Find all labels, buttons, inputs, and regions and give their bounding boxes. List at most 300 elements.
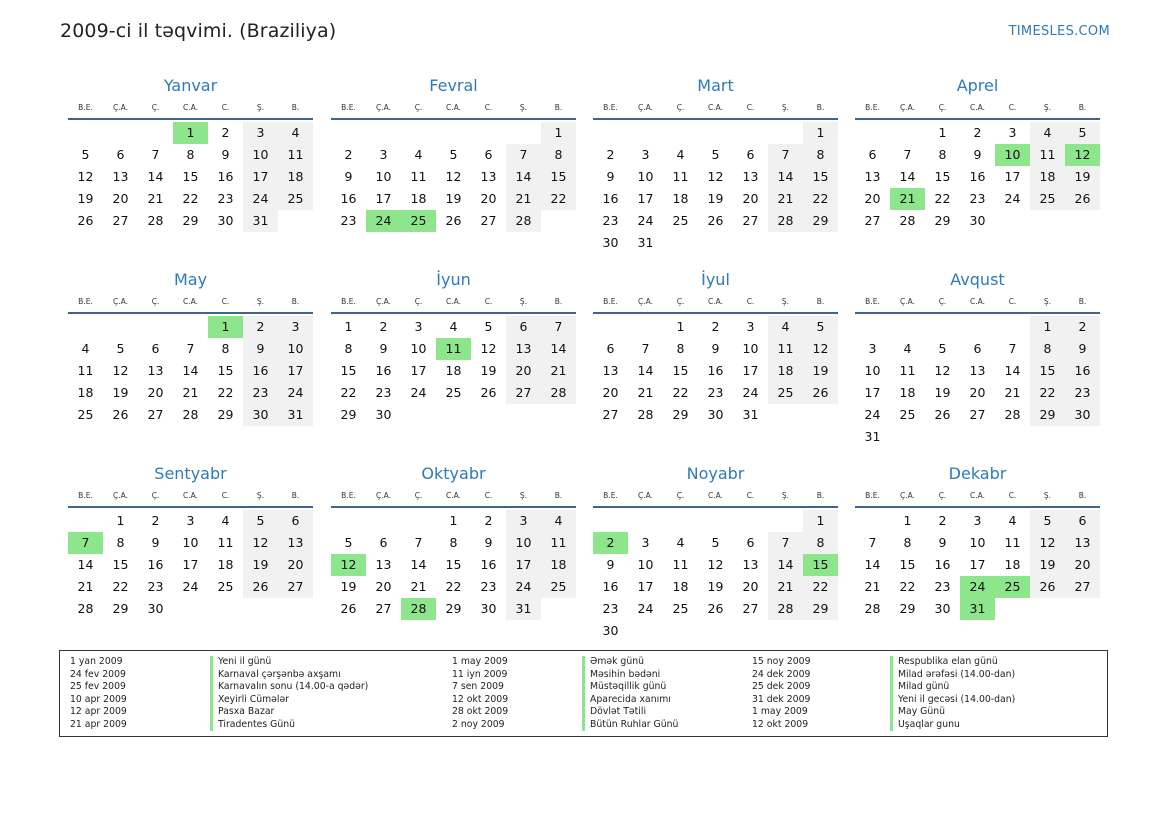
- day-cell: 2: [593, 532, 628, 554]
- weekday-label: B.: [554, 297, 563, 306]
- day-cell: 19: [77, 191, 94, 206]
- day-cell: 13: [506, 338, 541, 360]
- empty-cell: [506, 122, 541, 144]
- legend-holiday-name: Uşaqlar gunu: [890, 719, 1015, 732]
- day-cell: 22: [1030, 382, 1065, 404]
- month-11: [593, 462, 838, 642]
- day-cell: 18: [672, 579, 689, 594]
- legend-date: 25 dek 2009: [752, 681, 811, 692]
- day-cell: 22: [445, 579, 462, 594]
- day-cell: 2: [711, 319, 720, 334]
- weekday-label: Ç.A.: [637, 297, 653, 306]
- day-cell: 1: [676, 319, 685, 334]
- day-cell: 5: [484, 319, 493, 334]
- day-cell: 14: [899, 169, 916, 184]
- weekday-label: Ç.A.: [375, 297, 391, 306]
- day-cell: 10: [742, 341, 759, 356]
- day-cell: 24: [506, 576, 541, 598]
- empty-cell: [698, 122, 733, 144]
- day-cell: 24: [637, 601, 654, 616]
- weekday-label: Ç.: [938, 103, 947, 112]
- day-cell: 6: [606, 341, 615, 356]
- day-cell: 11: [672, 169, 689, 184]
- day-cell: 20: [480, 191, 497, 206]
- day-cell: 3: [506, 510, 541, 532]
- weekday-label: B.E.: [865, 491, 880, 500]
- day-cell: 1: [1030, 316, 1065, 338]
- weekday-label: Ç.: [151, 491, 160, 500]
- day-cell: 13: [602, 363, 619, 378]
- day-cell: 29: [672, 407, 689, 422]
- day-cell: 1: [541, 122, 576, 144]
- days-grid: [331, 122, 576, 232]
- day-cell: 28: [1004, 407, 1021, 422]
- month-name: Dekabr: [948, 464, 1007, 483]
- month-2: [331, 74, 576, 232]
- day-cell: 26: [707, 601, 724, 616]
- empty-cell: [768, 122, 803, 144]
- day-cell: 10: [375, 169, 392, 184]
- day-cell: 8: [449, 535, 458, 550]
- empty-cell: [103, 122, 138, 144]
- day-cell: 14: [1004, 363, 1021, 378]
- day-cell: 6: [746, 147, 755, 162]
- day-cell: 27: [375, 601, 392, 616]
- day-cell: 29: [803, 210, 838, 232]
- day-cell: 19: [445, 191, 462, 206]
- day-cell: 2: [344, 147, 353, 162]
- day-cell: 7: [506, 144, 541, 166]
- header-rule: [331, 312, 576, 314]
- day-cell: 10: [278, 338, 313, 360]
- day-cell: 1: [938, 125, 947, 140]
- day-cell: 3: [379, 147, 388, 162]
- day-cell: 11: [217, 535, 234, 550]
- weekday-label: B.E.: [603, 103, 618, 112]
- day-cell: 2: [379, 319, 388, 334]
- legend-date: 12 okt 2009: [752, 718, 809, 730]
- legend-date: 11 iyn 2009: [452, 668, 508, 680]
- day-cell: 16: [1065, 360, 1100, 382]
- day-cell: 14: [506, 166, 541, 188]
- header-rule: [593, 506, 838, 508]
- day-cell: 7: [768, 144, 803, 166]
- day-cell: 28: [899, 213, 916, 228]
- weekday-label: B.: [291, 297, 300, 306]
- day-cell: 4: [1008, 513, 1017, 528]
- weekday-label: Ç.A.: [899, 491, 915, 500]
- day-cell: 7: [641, 341, 650, 356]
- day-cell: 18: [410, 191, 427, 206]
- weekday-label: Ç.A.: [112, 491, 128, 500]
- day-cell: 4: [676, 147, 685, 162]
- day-cell: 30: [707, 407, 724, 422]
- day-cell: 14: [541, 338, 576, 360]
- legend-date: 1 may 2009: [452, 656, 508, 667]
- day-cell: 17: [742, 363, 759, 378]
- day-cell: 6: [973, 341, 982, 356]
- day-cell: 7: [414, 535, 423, 550]
- day-cell: 18: [899, 385, 916, 400]
- day-cell: 8: [1030, 338, 1065, 360]
- day-cell: 23: [934, 579, 951, 594]
- day-cell: 12: [1065, 144, 1100, 166]
- empty-cell: [890, 122, 925, 144]
- day-cell: 22: [803, 576, 838, 598]
- day-cell: 23: [969, 191, 986, 206]
- legend-date: 24 fev 2009: [70, 668, 126, 680]
- weekday-header: [593, 489, 838, 503]
- day-cell: 7: [541, 316, 576, 338]
- header-rule: [331, 506, 576, 508]
- day-cell: 4: [449, 319, 458, 334]
- weekday-header: [593, 295, 838, 309]
- day-cell: 1: [173, 122, 208, 144]
- weekday-label: C.A.: [969, 103, 985, 112]
- day-cell: 1: [116, 513, 125, 528]
- day-cell: 26: [480, 385, 497, 400]
- day-cell: 12: [480, 341, 497, 356]
- day-cell: 26: [340, 601, 357, 616]
- empty-cell: [768, 510, 803, 532]
- brand-link[interactable]: TIMESLES.COM: [1008, 24, 1110, 39]
- weekday-label: B.E.: [341, 297, 356, 306]
- day-cell: 6: [151, 341, 160, 356]
- legend-holiday-name: Məsihin bədəni: [582, 669, 678, 682]
- legend-holiday-name: Dövlət Tətili: [582, 706, 678, 719]
- day-cell: 23: [707, 385, 724, 400]
- day-cell: 1: [803, 122, 838, 144]
- day-cell: 4: [414, 147, 423, 162]
- day-cell: 9: [1065, 338, 1100, 360]
- day-cell: 8: [938, 147, 947, 162]
- empty-cell: [68, 510, 103, 532]
- day-cell: 13: [969, 363, 986, 378]
- day-cell: 12: [707, 557, 724, 572]
- day-cell: 30: [217, 213, 234, 228]
- day-cell: 25: [768, 382, 803, 404]
- day-cell: 9: [938, 535, 947, 550]
- day-cell: 10: [637, 557, 654, 572]
- legend-holiday-name: Yeni il gecəsi (14.00-dan): [890, 694, 1015, 707]
- day-cell: 22: [899, 579, 916, 594]
- day-cell: 2: [484, 513, 493, 528]
- weekday-label: B.E.: [341, 103, 356, 112]
- weekday-header: [68, 295, 313, 309]
- day-cell: 13: [278, 532, 313, 554]
- legend-date: 15 noy 2009: [752, 656, 811, 667]
- day-cell: 25: [445, 385, 462, 400]
- month-12: [855, 462, 1100, 620]
- day-cell: 29: [217, 407, 234, 422]
- day-cell: 29: [899, 601, 916, 616]
- days-grid: [855, 122, 1100, 232]
- day-cell: 27: [112, 213, 129, 228]
- day-cell: 16: [340, 191, 357, 206]
- day-cell: 19: [803, 360, 838, 382]
- day-cell: 21: [541, 360, 576, 382]
- weekday-label: C.: [484, 103, 493, 112]
- day-cell: 11: [768, 338, 803, 360]
- days-grid: [68, 510, 313, 620]
- day-cell: 15: [182, 169, 199, 184]
- header-rule: [331, 118, 576, 120]
- weekday-header: [855, 489, 1100, 503]
- month-name: Sentyabr: [154, 464, 227, 483]
- month-8: [855, 268, 1100, 448]
- day-cell: 22: [672, 385, 689, 400]
- day-cell: 14: [768, 554, 803, 576]
- month-name: May: [173, 270, 208, 289]
- day-cell: 19: [1065, 166, 1100, 188]
- day-cell: 16: [147, 557, 164, 572]
- empty-cell: [925, 316, 960, 338]
- day-cell: 17: [637, 191, 654, 206]
- day-cell: 28: [541, 382, 576, 404]
- legend-names-col: [582, 656, 678, 731]
- day-cell: 15: [217, 363, 234, 378]
- month-name: Aprel: [956, 76, 999, 95]
- day-cell: 24: [1004, 191, 1021, 206]
- day-cell: 1: [208, 316, 243, 338]
- day-cell: 21: [1004, 385, 1021, 400]
- day-cell: 10: [182, 535, 199, 550]
- empty-cell: [855, 316, 890, 338]
- weekday-label: Ç.A.: [899, 103, 915, 112]
- legend-date: 12 okt 2009: [452, 693, 509, 705]
- day-cell: 29: [112, 601, 129, 616]
- days-grid: [593, 510, 838, 642]
- legend-holiday-name: Karnavalın sonu (14.00-a qədər): [210, 681, 368, 694]
- day-cell: 14: [864, 557, 881, 572]
- weekday-label: B.: [554, 103, 563, 112]
- weekday-label: C.: [746, 103, 755, 112]
- day-cell: 25: [1030, 188, 1065, 210]
- weekday-label: C.: [484, 297, 493, 306]
- empty-cell: [366, 510, 401, 532]
- empty-cell: [593, 510, 628, 532]
- weekday-label: C.: [746, 297, 755, 306]
- day-cell: 6: [484, 147, 493, 162]
- weekday-label: Ç.A.: [899, 297, 915, 306]
- day-cell: 5: [81, 147, 90, 162]
- day-cell: 23: [1065, 382, 1100, 404]
- day-cell: 3: [186, 513, 195, 528]
- day-cell: 15: [934, 169, 951, 184]
- day-cell: 12: [1030, 532, 1065, 554]
- day-cell: 25: [278, 188, 313, 210]
- day-cell: 20: [375, 579, 392, 594]
- empty-cell: [593, 122, 628, 144]
- day-cell: 23: [375, 385, 392, 400]
- days-grid: [68, 316, 313, 426]
- legend-holiday-name: Milad günü: [890, 681, 1015, 694]
- weekday-label: B.E.: [78, 491, 93, 500]
- day-cell: 23: [602, 213, 619, 228]
- weekday-label: B.E.: [78, 297, 93, 306]
- month-name: Mart: [697, 76, 734, 95]
- weekday-label: B.: [291, 103, 300, 112]
- day-cell: 23: [243, 382, 278, 404]
- day-cell: 7: [68, 532, 103, 554]
- day-cell: 5: [803, 316, 838, 338]
- month-name: Avqust: [950, 270, 1005, 289]
- days-grid: [331, 510, 576, 620]
- day-cell: 5: [243, 510, 278, 532]
- day-cell: 4: [768, 316, 803, 338]
- weekday-label: Ş.: [256, 491, 265, 500]
- month-6: [331, 268, 576, 426]
- day-cell: 21: [890, 188, 925, 210]
- day-cell: 18: [541, 554, 576, 576]
- days-grid: [855, 510, 1100, 620]
- empty-cell: [960, 316, 995, 338]
- day-cell: 19: [707, 579, 724, 594]
- day-cell: 28: [147, 213, 164, 228]
- day-cell: 2: [938, 513, 947, 528]
- day-cell: 14: [77, 557, 94, 572]
- month-3: [593, 74, 838, 254]
- legend-holiday-name: Müstəqillik günü: [582, 681, 678, 694]
- day-cell: 19: [480, 363, 497, 378]
- day-cell: 17: [637, 579, 654, 594]
- day-cell: 27: [864, 213, 881, 228]
- day-cell: 30: [375, 407, 392, 422]
- weekday-label: Ş.: [256, 297, 265, 306]
- weekday-label: Ç.: [414, 491, 423, 500]
- weekday-label: Ş.: [781, 297, 790, 306]
- legend-dates-col: [752, 656, 810, 731]
- day-cell: 22: [340, 385, 357, 400]
- weekday-label: B.E.: [603, 297, 618, 306]
- day-cell: 23: [147, 579, 164, 594]
- weekday-header: [68, 489, 313, 503]
- legend-date: 21 apr 2009: [70, 718, 127, 730]
- day-cell: 4: [81, 341, 90, 356]
- day-cell: 13: [147, 363, 164, 378]
- day-cell: 20: [112, 191, 129, 206]
- day-cell: 17: [1004, 169, 1021, 184]
- empty-cell: [628, 122, 663, 144]
- day-cell: 17: [864, 385, 881, 400]
- day-cell: 15: [112, 557, 129, 572]
- weekday-label: Ş.: [256, 103, 265, 112]
- day-cell: 29: [182, 213, 199, 228]
- day-cell: 28: [182, 407, 199, 422]
- empty-cell: [890, 316, 925, 338]
- day-cell: 11: [436, 338, 471, 360]
- day-cell: 27: [602, 407, 619, 422]
- day-cell: 1: [903, 513, 912, 528]
- weekday-label: B.: [816, 297, 825, 306]
- weekday-label: Ş.: [781, 491, 790, 500]
- day-cell: 10: [506, 532, 541, 554]
- day-cell: 27: [506, 382, 541, 404]
- day-cell: 10: [969, 535, 986, 550]
- empty-cell: [628, 316, 663, 338]
- day-cell: 20: [506, 360, 541, 382]
- day-cell: 16: [375, 363, 392, 378]
- weekday-label: Ş.: [1043, 491, 1052, 500]
- day-cell: 9: [344, 169, 353, 184]
- day-cell: 8: [116, 535, 125, 550]
- day-cell: 10: [995, 144, 1030, 166]
- day-cell: 16: [707, 363, 724, 378]
- day-cell: 24: [182, 579, 199, 594]
- day-cell: 4: [278, 122, 313, 144]
- day-cell: 12: [803, 338, 838, 360]
- weekday-label: B.E.: [78, 103, 93, 112]
- day-cell: 20: [742, 191, 759, 206]
- day-cell: 29: [445, 601, 462, 616]
- month-9: [68, 462, 313, 620]
- day-cell: 13: [480, 169, 497, 184]
- day-cell: 28: [506, 210, 541, 232]
- weekday-label: B.: [554, 491, 563, 500]
- day-cell: 6: [116, 147, 125, 162]
- day-cell: 2: [221, 125, 230, 140]
- day-cell: 25: [899, 407, 916, 422]
- legend-dates-col: [70, 656, 127, 731]
- day-cell: 30: [147, 601, 164, 616]
- day-cell: 11: [410, 169, 427, 184]
- day-cell: 20: [147, 385, 164, 400]
- day-cell: 30: [480, 601, 497, 616]
- day-cell: 8: [221, 341, 230, 356]
- day-cell: 26: [445, 213, 462, 228]
- day-cell: 17: [243, 166, 278, 188]
- weekday-label: B.E.: [865, 297, 880, 306]
- day-cell: 3: [278, 316, 313, 338]
- day-cell: 3: [641, 147, 650, 162]
- month-name: Noyabr: [686, 464, 745, 483]
- empty-cell: [663, 510, 698, 532]
- empty-cell: [138, 122, 173, 144]
- day-cell: 24: [637, 213, 654, 228]
- day-cell: 24: [960, 576, 995, 598]
- day-cell: 12: [707, 169, 724, 184]
- empty-cell: [436, 122, 471, 144]
- weekday-label: Ç.: [938, 491, 947, 500]
- day-cell: 28: [768, 598, 803, 620]
- day-cell: 30: [934, 601, 951, 616]
- day-cell: 18: [217, 557, 234, 572]
- day-cell: 1: [344, 319, 353, 334]
- day-cell: 17: [375, 191, 392, 206]
- day-cell: 18: [445, 363, 462, 378]
- month-4: [855, 74, 1100, 232]
- day-cell: 14: [637, 363, 654, 378]
- day-cell: 12: [243, 532, 278, 554]
- weekday-label: C.: [1008, 297, 1017, 306]
- day-cell: 26: [803, 382, 838, 404]
- day-cell: 27: [1065, 576, 1100, 598]
- empty-cell: [401, 510, 436, 532]
- day-cell: 26: [1030, 576, 1065, 598]
- day-cell: 31: [637, 235, 654, 250]
- day-cell: 3: [1008, 125, 1017, 140]
- day-cell: 22: [112, 579, 129, 594]
- day-cell: 16: [969, 169, 986, 184]
- day-cell: 15: [541, 166, 576, 188]
- legend-date: 28 okt 2009: [452, 706, 509, 717]
- day-cell: 31: [278, 404, 313, 426]
- weekday-label: B.: [291, 491, 300, 500]
- day-cell: 19: [707, 191, 724, 206]
- day-cell: 22: [217, 385, 234, 400]
- weekday-label: Ç.A.: [112, 103, 128, 112]
- weekday-label: C.: [221, 297, 230, 306]
